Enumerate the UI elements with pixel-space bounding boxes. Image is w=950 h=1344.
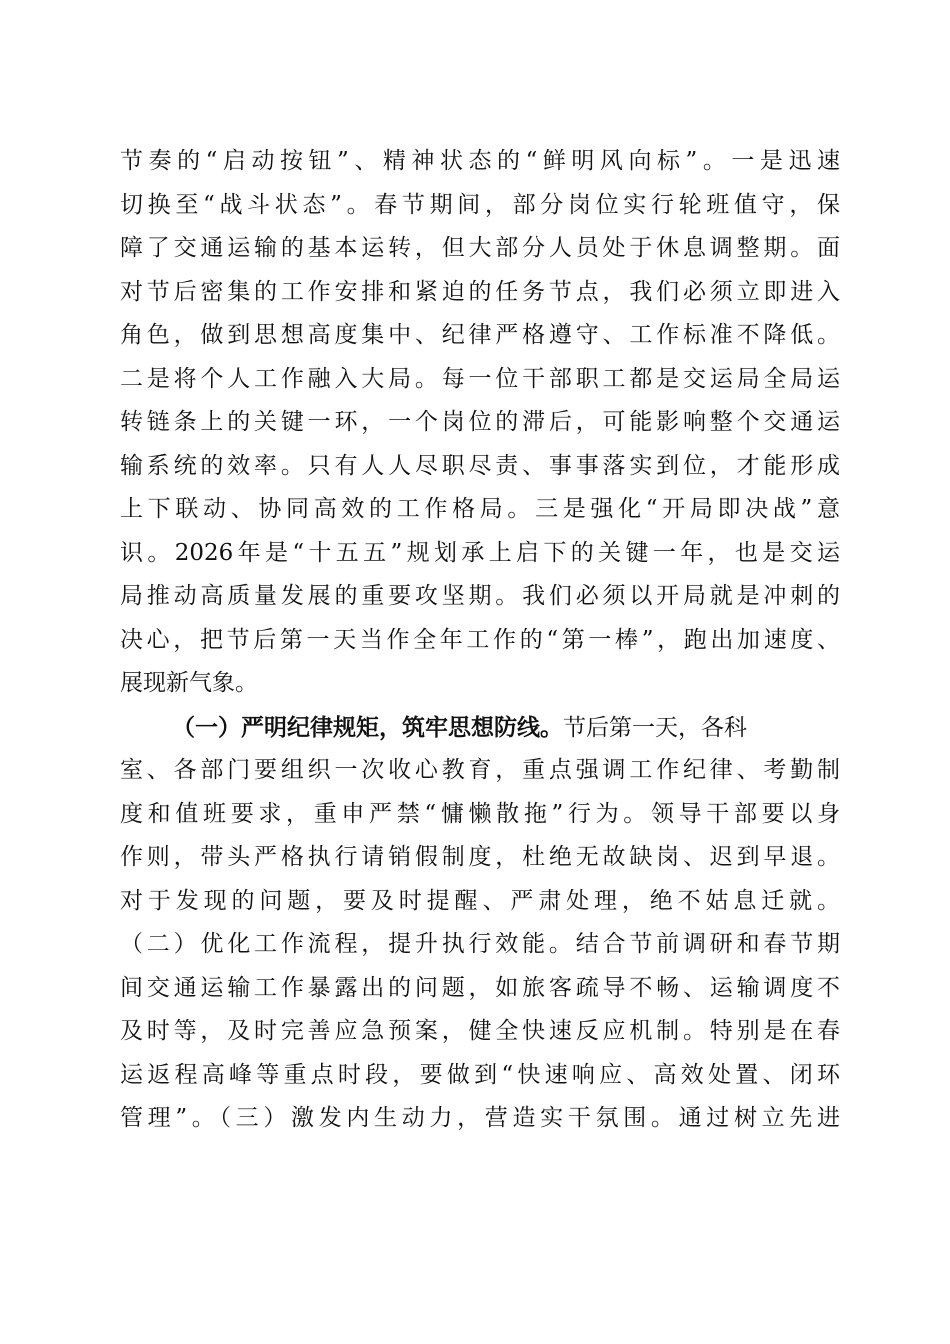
text-line: 节奏的“启动按钮”、精神状态的“鲜明风向标”。一是迅速 (120, 148, 840, 174)
heading-line (172, 706, 840, 750)
text-line: 间交通运输工作暴露出的问题，如旅客疏导不畅、运输调度不 (120, 974, 840, 1001)
text-line: 识。2026年是“十五五”规划承上启下的关键一年，也是交运 (120, 539, 840, 566)
text-line: 管理”。（三）激发内生动力，营造实干氛围。通过树立先进 (120, 1105, 840, 1131)
text-line: 障了交通运输的基本运转，但大部分人员处于休息调整期。面 (120, 235, 840, 261)
text-line: （二）优化工作流程，提升执行效能。结合节前调研和春节期 (120, 931, 840, 957)
text-line: 角色，做到思想高度集中、纪律严格遵守、工作标准不降低。 (120, 322, 840, 348)
text-line: 对于发现的问题，要及时提醒、严肃处理，绝不姑息迁就。 (120, 887, 840, 914)
body-text (120, 140, 840, 1141)
text-line: 对节后密集的工作安排和紧迫的任务节点，我们必须立即进入 (120, 278, 840, 305)
text-line: 局推动高质量发展的重要攻坚期。我们必须以开局就是冲刺的 (120, 583, 840, 609)
text-line: 转链条上的关键一环，一个岗位的滞后，可能影响整个交通运 (120, 409, 840, 435)
text-line: 运返程高峰等重点时段，要做到“快速响应、高效处置、闭环 (120, 1061, 840, 1088)
text-line: 作则，带头严格执行请销假制度，杜绝无故缺岗、迟到早退。 (120, 844, 840, 870)
text-line: 决心，把节后第一天当作全年工作的“第一棒”，跑出加速度、 (120, 626, 840, 653)
text-line: 室、各部门要组织一次收心教育，重点强调工作纪律、考勤制 (120, 757, 840, 783)
text-line: 上下联动、协同高效的工作格局。三是强化“开局即决战”意 (120, 496, 840, 522)
text-line: 及时等，及时完善应急预案，健全快速反应机制。特别是在春 (120, 1018, 840, 1044)
text-line: 输系统的效率。只有人人尽职尽责、事事落实到位，才能形成 (120, 452, 840, 479)
paragraph-heading-line (120, 706, 840, 750)
text-line: 切换至“战斗状态”。春节期间，部分岗位实行轮班值守，保 (120, 191, 840, 218)
text-line: 展现新气象。 (120, 670, 258, 696)
text-line: 度和值班要求，重申严禁“慵懒散拖”行为。领导干部要以身 (120, 800, 840, 827)
section-heading: （一）严明纪律规矩，筑牢思想防线。 (172, 713, 563, 741)
heading-line-rest: 节后第一天，各科 (563, 714, 747, 741)
text-line: 二是将个人工作融入大局。每一位干部职工都是交运局全局运 (120, 365, 840, 392)
